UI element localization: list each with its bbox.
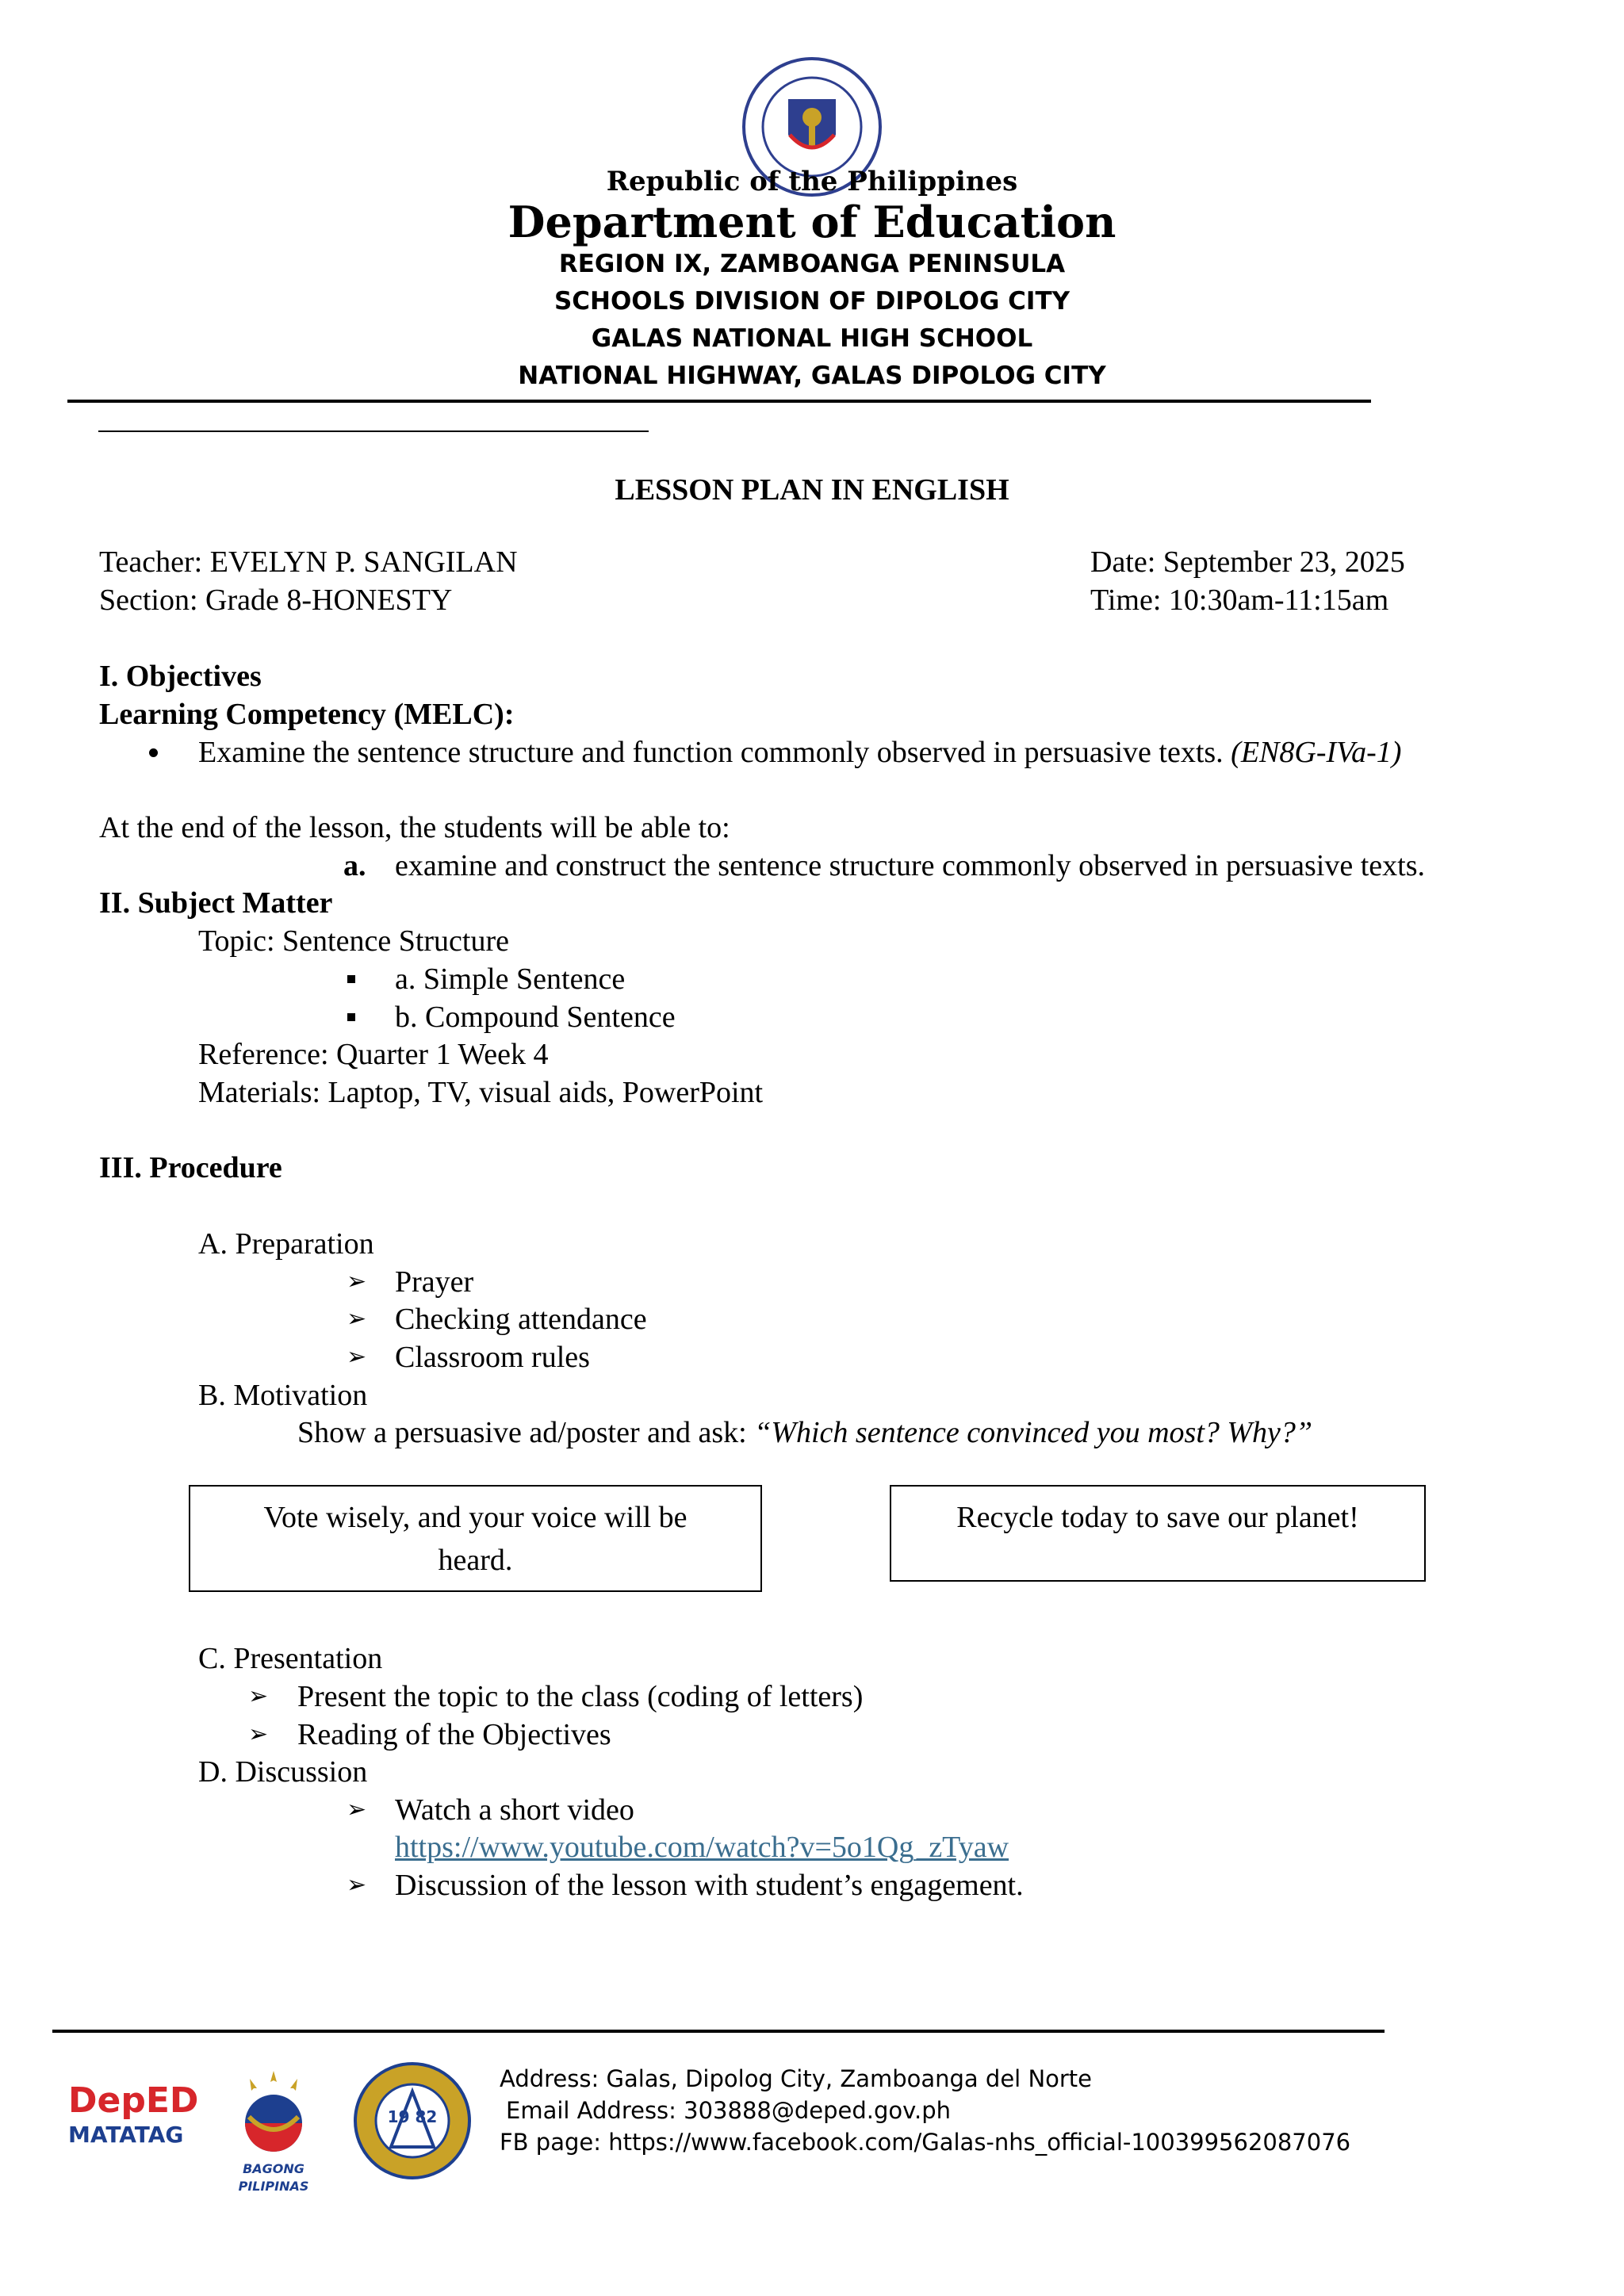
ad-sample-box-compound	[189, 1485, 762, 1592]
department-title: Department of Education	[508, 197, 1116, 247]
competency-statement: Examine the sentence structure and function commonly observed in persuasive texts.	[198, 736, 1224, 769]
deped-logo-text: DepED	[68, 2080, 199, 2121]
preparation-item: Classroom rules	[395, 1341, 590, 1374]
arrow-bullet-icon: ➢	[248, 1682, 269, 1710]
discussion-item: Watch a short video	[395, 1793, 634, 1827]
subtopic-item: a. Simple Sentence	[395, 962, 626, 996]
ad-sample-line: Recycle today to save our planet!	[956, 1501, 1359, 1534]
presentation-label: C. Presentation	[198, 1642, 383, 1675]
bagong-pilipinas-logo	[214, 2069, 333, 2194]
presentation-item: Reading of the Objectives	[297, 1718, 611, 1751]
bullet-icon	[149, 748, 158, 757]
bagong-pilipinas-text: BAGONG PILIPINAS	[238, 2161, 309, 2194]
competency-code: (EN8G-IVa-1)	[1231, 736, 1402, 769]
presentation-item: Present the topic to the class (coding of letters)	[297, 1680, 864, 1713]
preparation-item: Prayer	[395, 1265, 474, 1299]
preparation-label: A. Preparation	[198, 1227, 374, 1261]
motivation-prompt-text: Show a persuasive ad/poster and ask:	[297, 1416, 747, 1449]
materials: Materials: Laptop, TV, visual aids, PowerPoint	[198, 1076, 764, 1109]
school-line: GALAS NATIONAL HIGH SCHOOL	[591, 324, 1033, 353]
arrow-bullet-icon: ➢	[347, 1305, 367, 1333]
lesson-title: LESSON PLAN IN ENGLISH	[615, 473, 1009, 507]
objective-letter: a.	[343, 849, 366, 882]
footer-email: Email Address: 303888@deped.gov.ph	[506, 2097, 952, 2124]
competency-heading: Learning Competency (MELC):	[99, 698, 515, 731]
teacher-info: Teacher: EVELYN P. SANGILAN	[99, 545, 518, 579]
arrow-bullet-icon: ➢	[347, 1871, 367, 1899]
competency-text	[198, 733, 1401, 771]
footer-divider	[52, 2030, 1385, 2033]
discussion-item: Discussion of the lesson with student’s engagement.	[395, 1869, 1024, 1902]
preparation-item: Checking attendance	[395, 1303, 647, 1336]
time-info: Time: 10:30am-11:15am	[1090, 584, 1389, 617]
motivation-prompt	[297, 1414, 1312, 1452]
arrow-bullet-icon: ➢	[248, 1720, 269, 1748]
bagong-pilipinas-emblem-icon	[214, 2069, 333, 2156]
ad-sample-line: Vote wisely, and your voice will be	[263, 1501, 688, 1534]
objectives-heading: I. Objectives	[99, 660, 262, 693]
topic: Topic: Sentence Structure	[198, 924, 509, 958]
arrow-bullet-icon: ➢	[347, 1268, 367, 1295]
motivation-label: B. Motivation	[198, 1379, 368, 1412]
ad-sample-box-simple	[890, 1485, 1426, 1582]
deped-matatag-logo	[68, 2080, 199, 2168]
motivation-question: “Which sentence convinced you most? Why?”	[754, 1416, 1313, 1449]
school-seal-year: 19 82	[387, 2107, 438, 2126]
republic-line: Republic of the Philippines	[606, 166, 1018, 197]
arrow-bullet-icon: ➢	[347, 1796, 367, 1823]
objective-item: examine and construct the sentence structure commonly observed in persuasive texts.	[395, 849, 1425, 882]
date-info: Date: September 23, 2025	[1090, 545, 1405, 579]
matatag-logo-text: MATATAG	[68, 2122, 184, 2148]
footer-address: Address: Galas, Dipolog City, Zamboanga del Norte	[500, 2065, 1093, 2092]
procedure-heading: III. Procedure	[99, 1151, 282, 1184]
subject-matter-heading: II. Subject Matter	[99, 886, 333, 920]
square-bullet-icon	[347, 1013, 355, 1021]
footer-fb-page: FB page: https://www.facebook.com/Galas-nhs_official-100399562087076	[500, 2129, 1351, 2156]
region-line: REGION IX, ZAMBOANGA PENINSULA	[558, 250, 1066, 278]
header-subdivider	[98, 430, 649, 432]
discussion-label: D. Discussion	[198, 1755, 368, 1789]
section-info: Section: Grade 8-HONESTY	[99, 584, 453, 617]
header-divider	[67, 400, 1371, 403]
objectives-intro: At the end of the lesson, the students will be able to:	[99, 811, 730, 844]
video-link[interactable]: https://www.youtube.com/watch?v=5o1Qg_zTyaw	[395, 1831, 1009, 1864]
subtopic-item: b. Compound Sentence	[395, 1001, 676, 1034]
division-line: SCHOOLS DIVISION OF DIPOLOG CITY	[553, 287, 1071, 316]
address-line: NATIONAL HIGHWAY, GALAS DIPOLOG CITY	[518, 362, 1106, 390]
square-bullet-icon	[347, 975, 355, 983]
arrow-bullet-icon: ➢	[347, 1343, 367, 1371]
school-seal	[353, 2061, 472, 2180]
ad-sample-line: heard.	[438, 1544, 513, 1577]
reference: Reference: Quarter 1 Week 4	[198, 1038, 549, 1071]
